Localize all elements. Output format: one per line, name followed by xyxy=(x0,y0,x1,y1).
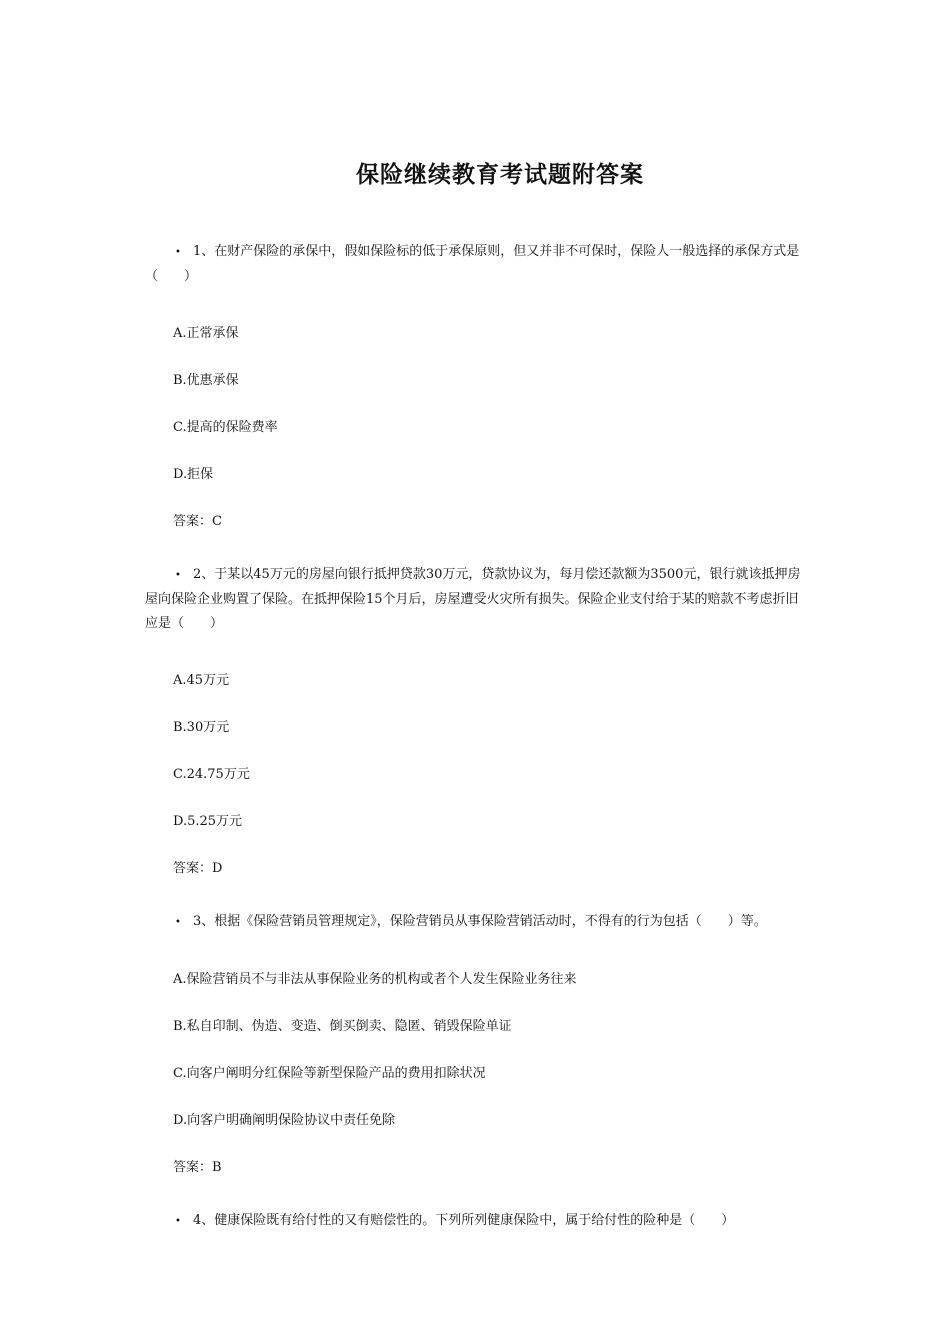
question-stem xyxy=(145,910,807,935)
option-c: C.提高的保险费率 xyxy=(173,420,278,435)
document-body xyxy=(145,240,807,1266)
question-text: 2、于某以45万元的房屋向银行抵押贷款30万元，贷款协议为，每月偿还款额为3500元，银行就该抵押房屋向保险企业购置了保险。在抵押保险15个月后，房屋遭受火灾所有损失。保险企业支付给于某的赔款不考虑折旧应是（ ） xyxy=(145,567,801,631)
page-title: 保险继续教育考试题附答案 xyxy=(356,162,644,188)
bullet-icon: • xyxy=(175,247,181,258)
question-stem xyxy=(145,240,807,289)
question-text: 4、健康保险既有给付性的又有赔偿性的。下列所列健康保险中，属于给付性的险种是（ ） xyxy=(193,1213,735,1228)
bullet-icon: • xyxy=(175,1216,181,1227)
question-1 xyxy=(145,240,807,531)
option-b: B.优惠承保 xyxy=(173,373,239,388)
option-c: C.向客户阐明分红保险等新型保险产品的费用扣除状况 xyxy=(173,1066,486,1081)
bullet-icon: • xyxy=(175,570,181,581)
option-d: D.拒保 xyxy=(173,467,214,482)
option-a: A.45万元 xyxy=(173,673,230,688)
option-d: D.向客户明确阐明保险协议中责任免除 xyxy=(173,1113,396,1128)
option-b: B.私自印制、伪造、变造、倒买倒卖、隐匿、销毁保险单证 xyxy=(173,1019,512,1034)
answer: 答案：C xyxy=(173,514,222,529)
answer: 答案：B xyxy=(173,1160,222,1175)
bullet-icon: • xyxy=(175,917,181,928)
option-b: B.30万元 xyxy=(173,720,230,735)
answer: 答案：D xyxy=(173,861,223,876)
question-stem xyxy=(145,1209,807,1234)
question-stem xyxy=(145,563,807,636)
question-text: 1、在财产保险的承保中，假如保险标的低于承保原则，但又并非不可保时，保险人一般选择的承保方式是（ ） xyxy=(145,244,800,284)
question-4 xyxy=(145,1209,807,1234)
option-d: D.5.25万元 xyxy=(173,814,243,829)
question-3 xyxy=(145,910,807,1177)
question-2 xyxy=(145,563,807,878)
option-a: A.正常承保 xyxy=(173,326,239,341)
question-text: 3、根据《保险营销员管理规定》，保险营销员从事保险营销活动时，不得有的行为包括（ ）等。 xyxy=(193,914,767,929)
option-c: C.24.75万元 xyxy=(173,767,250,782)
option-a: A.保险营销员不与非法从事保险业务的机构或者个人发生保险业务往来 xyxy=(173,972,577,987)
